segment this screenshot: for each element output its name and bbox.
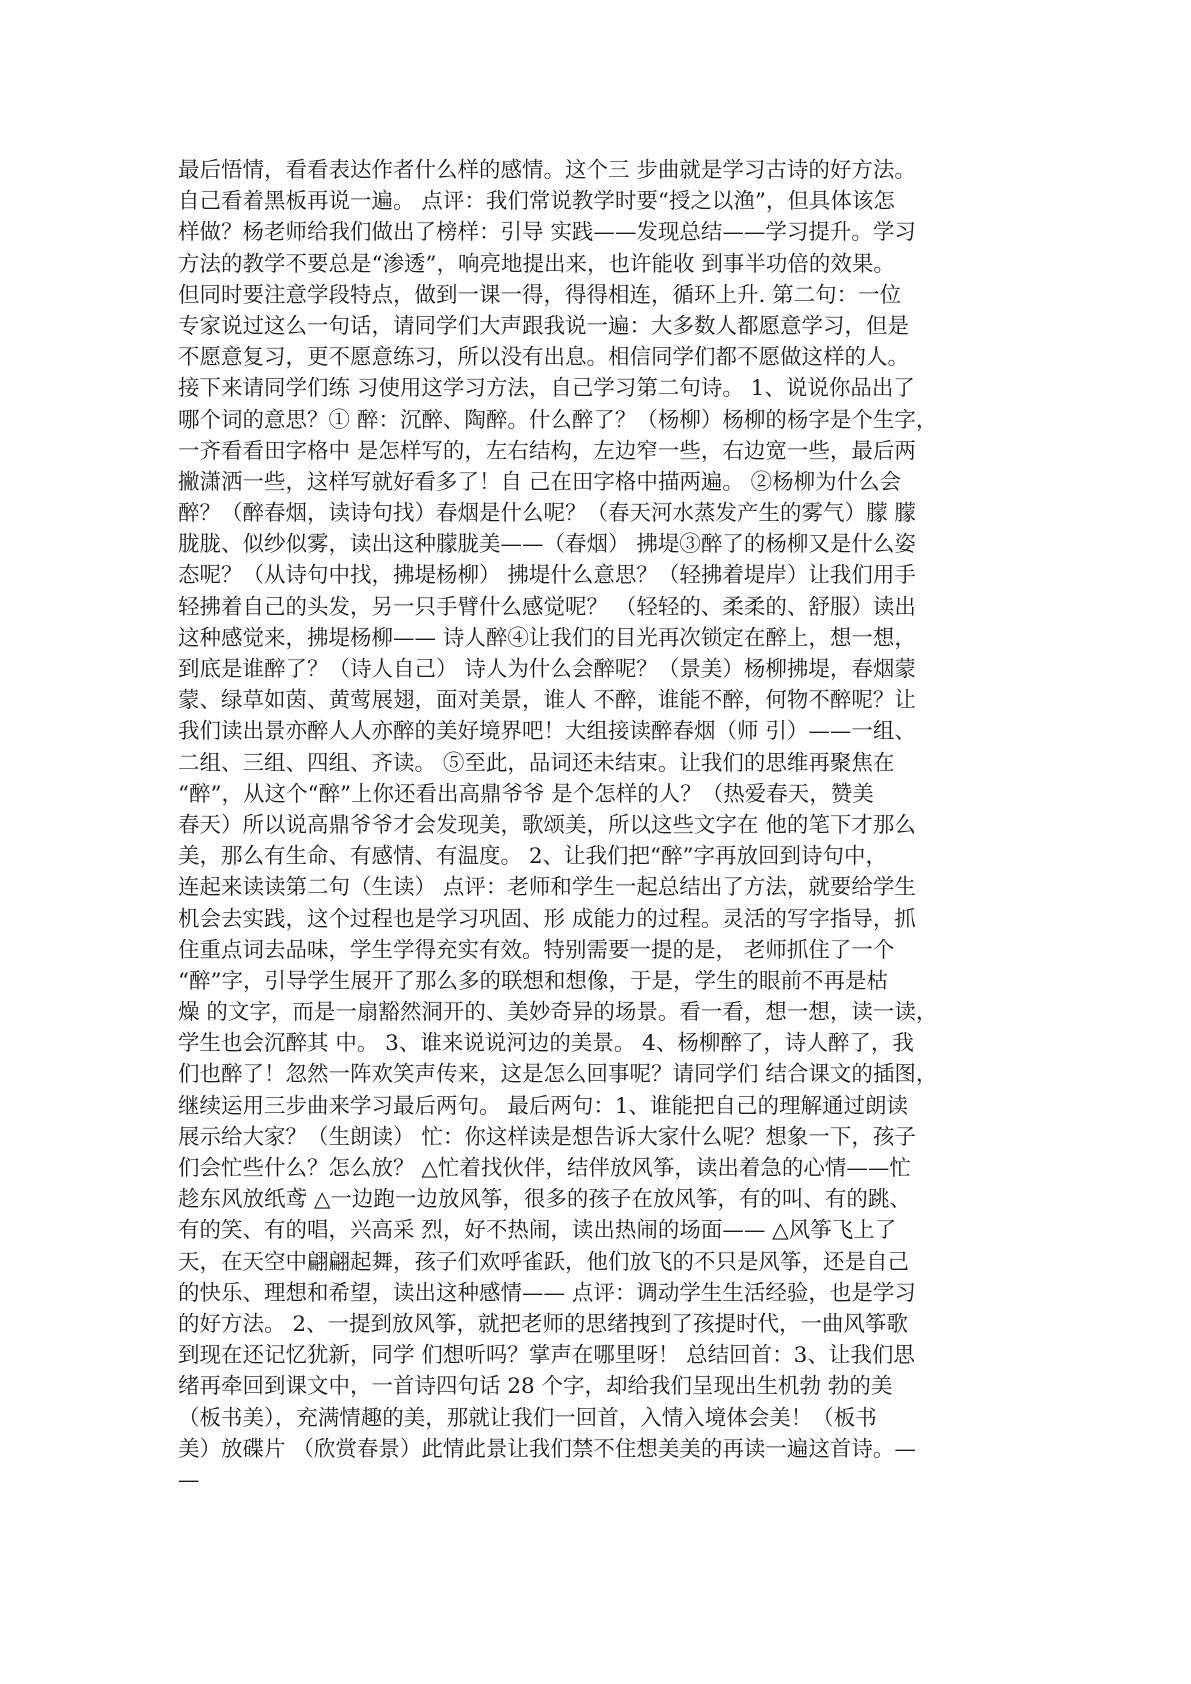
body-text [178, 155, 1023, 1496]
text-line: 趁东风放纸鸢 △一边跑一边放风筝，很多的孩子在放风筝，有的叫、有的跳、 [178, 1187, 911, 1213]
text-line: 燥 的文字，而是一扇豁然洞开的、美妙奇异的场景。看一看，想一想，读一读， [178, 1000, 938, 1026]
text-line: 机会去实践，这个过程也是学习巩固、形 成能力的过程。灵活的写字指导，抓 [178, 906, 916, 932]
text-line: 样做？杨老师给我们做出了榜样：引导 实践——发现总结——学习提升。学习 [178, 220, 916, 246]
text-line: 方法的教学不要总是“渗透”，响亮地提出来，也许能收 到事半功倍的效果。 [178, 251, 895, 277]
text-line: 我们读出景亦醉人人亦醉的美好境界吧！大组接读醉春烟（师 引）——一组、 [178, 719, 916, 745]
text-line: 春天）所以说高鼎爷爷才会发现美，歌颂美，所以这些文字在 他的笔下才那么 [178, 812, 916, 838]
text-line: 这种感觉来，拂堤杨柳—— 诗人醉④让我们的目光再次锁定在醉上，想一想， [178, 625, 916, 651]
text-line: 住重点词去品味，学生学得充实有效。特别需要一提的是， 老师抓住了一个 [178, 937, 895, 963]
text-line: 专家说过这么一句话，请同学们大声跟我说一遍：大多数人都愿意学习，但是 [178, 313, 910, 339]
text-line: 们也醉了！忽然一阵欢笑声传来，这是怎么回事呢？请同学们 结合课文的插图， [178, 1062, 938, 1088]
text-line: 学生也会沉醉其 中。 3、谁来说说河边的美景。 4、杨柳醉了，诗人醉了，我 [178, 1031, 914, 1057]
text-line: 态呢？（从诗句中找，拂堤杨柳） 拂堤什么意思？（轻拂着堤岸）让我们用手 [178, 563, 916, 589]
text-line: 胧胧、似纱似雾，读出这种朦胧美——（春烟） 拂堤③醉了的杨柳又是什么姿 [178, 532, 916, 558]
text-line: 不愿意复习，更不愿意练习，所以没有出息。相信同学们都不愿做这样的人。 [178, 345, 910, 371]
text-line: 最后悟情，看看表达作者什么样的感情。这个三 步曲就是学习古诗的好方法。 [178, 158, 916, 183]
text-line: 继续运用三步曲来学习最后两句。 最后两句：1、谁能把自己的理解通过朗读 [178, 1093, 909, 1119]
text-line: “醉”字，引导学生展开了那么多的联想和想像，于是，学生的眼前不再是枯 [178, 968, 888, 994]
text-line: 二组、三组、四组、齐读。 ⑤至此，品词还未结束。让我们的思维再聚焦在 [178, 750, 895, 776]
text-line: 撇潇洒一些，这样写就好看多了！自 己在田字格中描两遍。 ②杨柳为什么会 [178, 469, 902, 495]
text-line: — [178, 1467, 200, 1493]
text-line: 到底是谁醉了？（诗人自己） 诗人为什么会醉呢？（景美）杨柳拂堤，春烟蒙 [178, 657, 916, 682]
text-line: 哪个词的意思？① 醉：沉醉、陶醉。什么醉了？（杨柳）杨柳的杨字是个生字， [178, 407, 938, 433]
text-line: “醉”，从这个“醉”上你还看出高鼎爷爷 是个怎样的人？（热爱春天，赞美 [178, 781, 874, 807]
text-line: 连起来读读第二句（生读） 点评：老师和学生一起总结出了方法，就要给学生 [178, 875, 916, 901]
text-line: 绪再牵回到课文中，一首诗四句话 28 个字，却给我们呈现出生机勃 勃的美 [178, 1374, 893, 1400]
text-line: 轻拂着自己的头发，另一只手臂什么感觉呢？ （轻轻的、柔柔的、舒服）读出 [178, 594, 916, 620]
text-line: 接下来请同学们练 习使用这学习方法，自己学习第二句诗。 1、说说你品出了 [178, 376, 915, 402]
text-line: 一齐看看田字格中 是怎样写的，左右结构，左边窄一些，右边宽一些，最后两 [178, 438, 916, 464]
text-line: 的好方法。 2、一提到放风筝，就把老师的思绪拽到了孩提时代，一曲风筝歌 [178, 1311, 909, 1337]
text-line: 但同时要注意学段特点，做到一课一得，得得相连，循环上升. 第二句：一位 [178, 282, 902, 308]
text-line: （板书美），充满情趣的美，那就让我们一回首，入情入境体会美！（板书 [178, 1405, 877, 1431]
text-line: 们会忙些什么？怎么放？ △忙着找伙伴，结伴放风筝，读出着急的心情——忙 [178, 1156, 911, 1181]
text-line: 到现在还记忆犹新，同学 们想听吗？掌声在哪里呀！ 总结回首：3、让我们思 [178, 1343, 915, 1369]
text-line: 美）放碟片 （欣赏春景）此情此景让我们禁不住想美美的再读一遍这首诗。— [178, 1436, 916, 1462]
text-line: 展示给大家？（生朗读） 忙：你这样读是想告诉大家什么呢？想象一下，孩子 [178, 1124, 916, 1150]
text-line: 美，那么有生命、有感情、有温度。 2、让我们把“醉”字再放回到诗句中， [178, 844, 887, 870]
text-line: 天，在天空中翩翩起舞，孩子们欢呼雀跃，他们放飞的不只是风筝，还是自己 [178, 1249, 910, 1275]
text-line: 蒙、绿草如茵、黄莺展翅，面对美景，谁人 不醉，谁能不醉，何物不醉呢？让 [178, 688, 916, 714]
text-line: 的快乐、理想和希望，读出这种感情—— 点评：调动学生生活经验，也是学习 [178, 1280, 916, 1306]
text-line: 有的笑、有的唱，兴高采 烈，好不热闹，读出热闹的场面—— △风筝飞上了 [178, 1218, 897, 1244]
text-line: 醉？（醉春烟，读诗句找）春烟是什么呢？（春天河水蒸发产生的雾气）朦 朦 [178, 501, 916, 527]
text-line: 自己看着黑板再说一遍。 点评：我们常说教学时要“授之以渔”，但具体该怎 [178, 189, 895, 215]
